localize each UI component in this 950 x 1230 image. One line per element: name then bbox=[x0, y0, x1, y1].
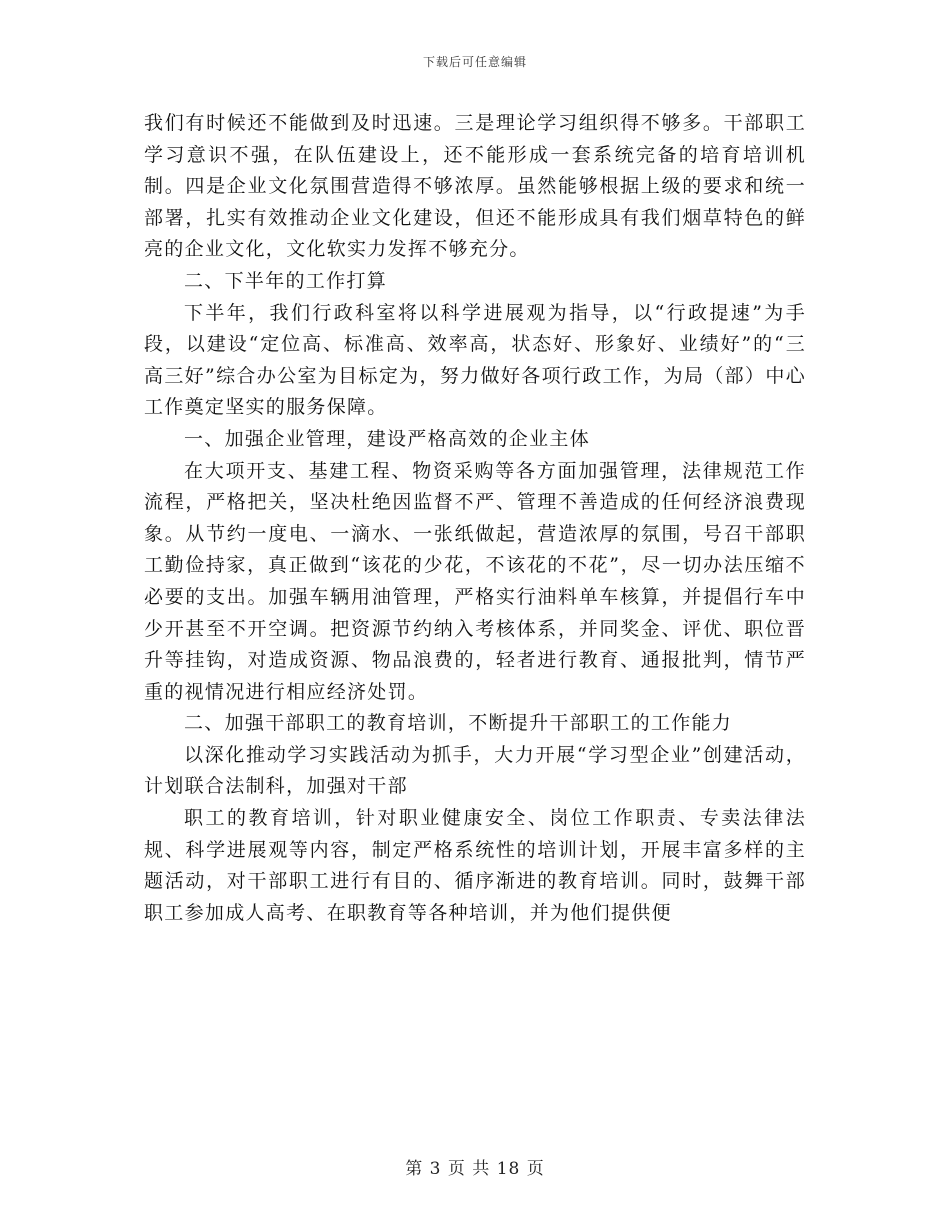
paragraph-staff-training-detail: 职工的教育培训，针对职业健康安全、岗位工作职责、专卖法律法规、科学进展观等内容，制定严格系统性的培训计划，开展丰富多样的主题活动，对干部职工进行有目的、循序渐进的教育培训。同时，鼓舞干部职工参加成人高考、在职教育等各种培训，并为他们提供便 bbox=[144, 807, 806, 924]
page-number-footer: 第 3 页 共 18 页 bbox=[405, 1159, 545, 1179]
paragraph-second-half-intro: 下半年，我们行政科室将以科学进展观为指导，以“行政提速”为手段，以建设“定位高、标准高、效率高，状态好、形象好、业绩好”的“三高三好”综合办公室为目标定为，努力做好各项行政工作，为局（部）中心工作奠定坚实的服务保障。 bbox=[144, 301, 806, 419]
paragraph-staff-training-intro: 以深化推动学习实践活动为抓手，大力开展“学习型企业”创建活动，计划联合法制科，加强对干部 bbox=[144, 743, 806, 798]
page-header: 下载后可任意编辑 bbox=[422, 55, 527, 69]
heading-second-half-plan: 二、下半年的工作打算 bbox=[184, 269, 388, 292]
heading-staff-training: 二、加强干部职工的教育培训，不断提升干部职工的工作能力 bbox=[184, 712, 733, 735]
document-body bbox=[144, 108, 806, 929]
paragraph-enterprise-management: 在大项开支、基建工程、物资采购等各方面加强管理，法律规范工作流程，严格把关，坚决杜绝因监督不严、管理不善造成的任何经济浪费现象。从节约一度电、一滴水、一张纸做起，营造浓厚的氛围，号召干部职工勤俭持家，真正做到“该花的少花，不该花的不花”，尽一切办法压缩不必要的支出。加强车辆用油管理，严格实行油料单车核算，并提倡行车中少开甚至不开空调。把资源节约纳入考核体系，并同奖金、评优、职位晋升等挂钩，对造成资源、物品浪费的，轻者进行教育、通报批判，情节严重的视情况进行相应经济处罚。 bbox=[144, 459, 806, 703]
heading-enterprise-management: 一、加强企业管理，建设严格高效的企业主体 bbox=[184, 427, 591, 450]
paragraph-shortcomings-continued: 我们有时候还不能做到及时迅速。三是理论学习组织得不够多。干部职工学习意识不强，在队伍建设上，还不能形成一套系统完备的培育培训机制。四是企业文化氛围营造得不够浓厚。虽然能够根据上级的要求和统一部署，扎实有效推动企业文化建设，但还不能形成具有我们烟草特色的鲜亮的企业文化，文化软实力发挥不够充分。 bbox=[144, 112, 806, 261]
